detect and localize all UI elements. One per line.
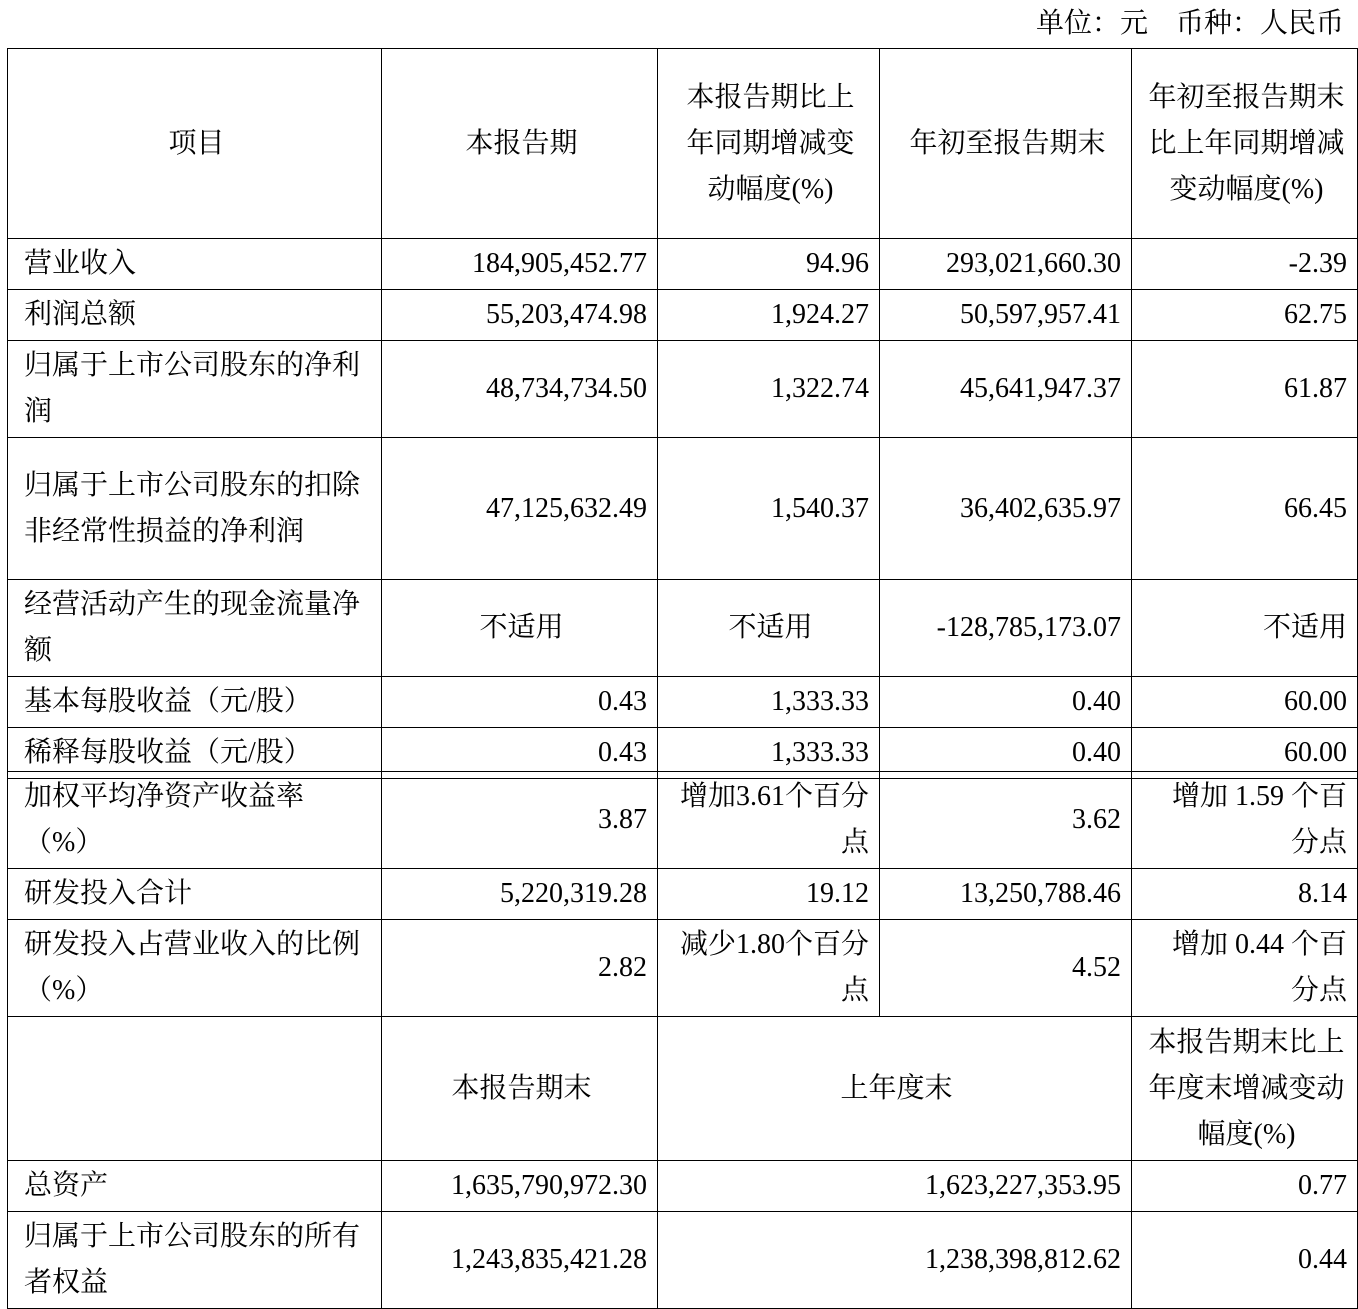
row-current: 55,203,474.98 (382, 290, 658, 341)
table-row (8, 341, 1358, 438)
table-row (8, 580, 1358, 677)
row-ytd: -128,785,173.07 (880, 580, 1132, 677)
row-ytd-change: 8.14 (1132, 869, 1358, 920)
row-current-change: 减少1.80个百分点 (658, 920, 880, 1017)
header-item: 项目 (8, 49, 382, 239)
row-current: 不适用 (382, 580, 658, 677)
row-ytd-change: 60.00 (1132, 728, 1358, 779)
table-row (8, 677, 1358, 728)
row-current: 3.87 (382, 772, 658, 869)
row-ytd: 45,641,947.37 (880, 341, 1132, 438)
row-current-change: 1,333.33 (658, 677, 880, 728)
header-prior-year-end: 上年度末 (658, 1017, 1132, 1161)
row-ytd: 3.62 (880, 772, 1132, 869)
row-current-change: 1,924.27 (658, 290, 880, 341)
row-item: 基本每股收益（元/股） (8, 677, 382, 728)
row-ytd-change: 60.00 (1132, 677, 1358, 728)
row-current-change: 增加3.61个百分点 (658, 772, 880, 869)
table-row (8, 772, 1358, 869)
row-ytd-change: 66.45 (1132, 438, 1358, 580)
row-prior-year-end: 1,623,227,353.95 (658, 1161, 1132, 1212)
row-item: 归属于上市公司股东的净利润 (8, 341, 382, 438)
row-current: 47,125,632.49 (382, 438, 658, 580)
header-change: 本报告期末比上年度末增减变动幅度(%) (1132, 1017, 1358, 1161)
table-row (8, 438, 1358, 580)
row-ytd: 50,597,957.41 (880, 290, 1132, 341)
row-item: 总资产 (8, 1161, 382, 1212)
row-current-change: 19.12 (658, 869, 880, 920)
row-current-change: 不适用 (658, 580, 880, 677)
row-item: 归属于上市公司股东的所有者权益 (8, 1212, 382, 1309)
row-period-end: 1,243,835,421.28 (382, 1212, 658, 1309)
row-ytd-change: 增加 1.59 个百分点 (1132, 772, 1358, 869)
row-current: 0.43 (382, 677, 658, 728)
row-item: 稀释每股收益（元/股） (8, 728, 382, 779)
row-current: 5,220,319.28 (382, 869, 658, 920)
row-item: 加权平均净资产收益率（%） (8, 772, 382, 869)
header-ytd: 年初至报告期末 (880, 49, 1132, 239)
row-ytd-change: 61.87 (1132, 341, 1358, 438)
row-ytd-change: 不适用 (1132, 580, 1358, 677)
row-ytd: 293,021,660.30 (880, 239, 1132, 290)
row-ytd: 4.52 (880, 920, 1132, 1017)
header-period-end: 本报告期末 (382, 1017, 658, 1161)
header-current-period: 本报告期 (382, 49, 658, 239)
table-row (8, 239, 1358, 290)
header-ytd-change: 年初至报告期末比上年同期增减变动幅度(%) (1132, 49, 1358, 239)
row-item: 归属于上市公司股东的扣除非经常性损益的净利润 (8, 438, 382, 580)
table-row (8, 1161, 1358, 1212)
row-change: 0.77 (1132, 1161, 1358, 1212)
header-current-change: 本报告期比上年同期增减变动幅度(%) (658, 49, 880, 239)
row-item: 营业收入 (8, 239, 382, 290)
row-current: 48,734,734.50 (382, 341, 658, 438)
row-ytd: 0.40 (880, 728, 1132, 779)
row-current-change: 1,540.37 (658, 438, 880, 580)
row-current-change: 1,333.33 (658, 728, 880, 779)
row-current: 184,905,452.77 (382, 239, 658, 290)
row-item: 研发投入占营业收入的比例（%） (8, 920, 382, 1017)
row-ytd-change: 62.75 (1132, 290, 1358, 341)
row-prior-year-end: 1,238,398,812.62 (658, 1212, 1132, 1309)
row-item: 利润总额 (8, 290, 382, 341)
row-current-change: 94.96 (658, 239, 880, 290)
row-ytd-change: -2.39 (1132, 239, 1358, 290)
row-current: 0.43 (382, 728, 658, 779)
row-period-end: 1,635,790,972.30 (382, 1161, 658, 1212)
financial-ratio-table (7, 771, 1358, 1309)
row-change: 0.44 (1132, 1212, 1358, 1309)
row-ytd-change: 增加 0.44 个百分点 (1132, 920, 1358, 1017)
unit-currency-note: 单位：元 币种：人民币 (1035, 8, 1344, 39)
header-row (8, 49, 1358, 239)
row-ytd: 0.40 (880, 677, 1132, 728)
row-item: 经营活动产生的现金流量净额 (8, 580, 382, 677)
table-row (8, 1212, 1358, 1309)
row-current: 2.82 (382, 920, 658, 1017)
row-ytd: 36,402,635.97 (880, 438, 1132, 580)
row-current-change: 1,322.74 (658, 341, 880, 438)
table-row (8, 869, 1358, 920)
table-row (8, 920, 1358, 1017)
row-item: 研发投入合计 (8, 869, 382, 920)
financial-summary-table (7, 48, 1358, 779)
table-row (8, 290, 1358, 341)
header-item-blank (8, 1017, 382, 1161)
row-ytd: 13,250,788.46 (880, 869, 1132, 920)
header-row-balance (8, 1017, 1358, 1161)
